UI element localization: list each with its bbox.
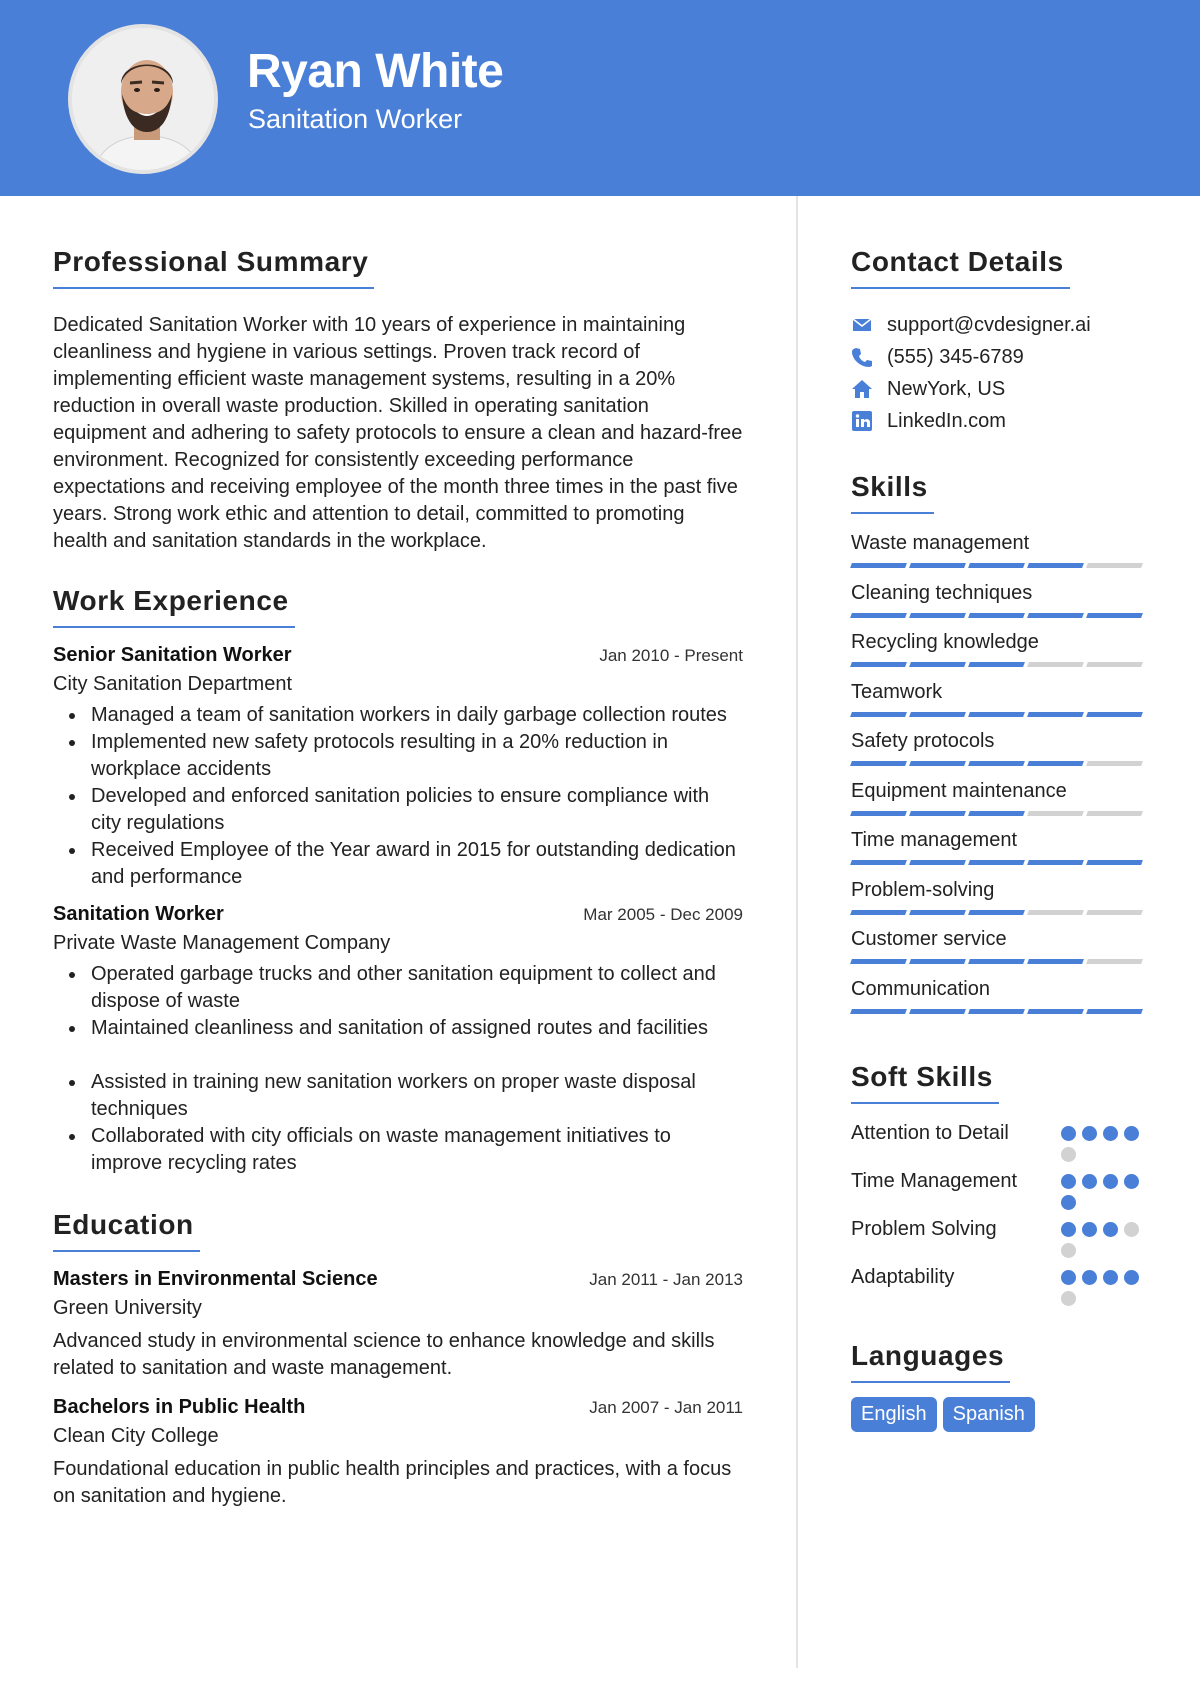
contact-section <box>851 246 1151 437</box>
rating-dot <box>1103 1174 1118 1189</box>
skill-level-segment <box>1086 613 1143 618</box>
skill-level-segment <box>850 613 907 618</box>
skill-item <box>851 827 1151 877</box>
skill-level-segment <box>909 662 966 667</box>
column-divider <box>796 196 798 1668</box>
rating-dot <box>1082 1222 1097 1237</box>
rating-dot <box>1061 1126 1076 1141</box>
avatar <box>68 24 218 174</box>
skill-level-segment <box>909 613 966 618</box>
bullet-item: Developed and enforced sanitation policies to ensure compliance with city regulations <box>53 783 743 837</box>
experience-section <box>53 585 743 1177</box>
skill-level-segment <box>850 959 907 964</box>
candidate-role: Sanitation Worker <box>248 104 463 134</box>
skill-name: Customer service <box>851 928 1007 950</box>
skill-name: Communication <box>851 977 990 1000</box>
soft-skills-list <box>851 1120 1151 1306</box>
soft-skills-section <box>851 1061 1151 1306</box>
skill-level-segment <box>968 761 1025 766</box>
rating-dot <box>1061 1222 1076 1237</box>
education-list <box>53 1268 743 1510</box>
section-title: Professional Summary <box>53 246 374 289</box>
rating-dot <box>1061 1195 1076 1210</box>
soft-skill-name: Attention to Detail <box>851 1122 1009 1144</box>
school-name: Clean City College <box>53 1425 219 1447</box>
section-title: Skills <box>851 471 934 514</box>
skills-section <box>851 471 1151 1025</box>
skill-item <box>851 926 1151 976</box>
skill-level-segment <box>1086 1009 1143 1014</box>
summary-section <box>53 246 743 555</box>
skill-level-bar <box>851 613 1151 618</box>
soft-skill-rating <box>1061 1168 1151 1210</box>
language-tag: English <box>851 1397 937 1432</box>
skill-level-segment <box>850 1009 907 1014</box>
soft-skill-name: Adaptability <box>851 1266 955 1288</box>
job-bullets <box>53 961 743 1177</box>
contact-item <box>851 373 1151 405</box>
contact-text: (555) 345-6789 <box>887 345 1024 368</box>
rating-dot <box>1124 1174 1139 1189</box>
job-entry <box>53 644 743 891</box>
skill-item <box>851 679 1151 729</box>
skill-level-segment <box>1086 910 1143 915</box>
language-tag: Spanish <box>943 1397 1035 1432</box>
job-dates: Jan 2010 - Present <box>599 646 743 665</box>
skill-level-segment <box>850 910 907 915</box>
skill-level-segment <box>1027 712 1084 717</box>
skill-level-bar <box>851 1009 1151 1014</box>
skill-item <box>851 580 1151 630</box>
job-title: Sanitation Worker <box>53 903 224 925</box>
skill-level-segment <box>850 712 907 717</box>
rating-dot <box>1061 1174 1076 1189</box>
skill-level-bar <box>851 860 1151 865</box>
skill-level-segment <box>1086 712 1143 717</box>
sidebar-column <box>851 246 1151 1464</box>
rating-dot <box>1061 1270 1076 1285</box>
skill-level-segment <box>968 712 1025 717</box>
bullet-item: Collaborated with city officials on waste management initiatives to improve recycling rates <box>53 1123 743 1177</box>
rating-dot <box>1082 1270 1097 1285</box>
skill-name: Waste management <box>851 532 1030 554</box>
skill-item <box>851 877 1151 927</box>
job-organization: Private Waste Management Company <box>53 932 391 954</box>
skill-level-segment <box>1027 959 1084 964</box>
skill-level-bar <box>851 811 1151 816</box>
job-bullets <box>53 702 743 891</box>
skill-item <box>851 778 1151 828</box>
skill-name: Recycling knowledge <box>851 631 1039 653</box>
skill-level-segment <box>909 959 966 964</box>
skill-level-bar <box>851 563 1151 568</box>
education-dates: Jan 2007 - Jan 2011 <box>589 1398 743 1417</box>
job-entry <box>53 903 743 1177</box>
skill-item <box>851 728 1151 778</box>
envelope-icon <box>851 314 873 336</box>
skill-level-segment <box>1027 910 1084 915</box>
skill-level-segment <box>1086 811 1143 816</box>
education-entry <box>53 1268 743 1382</box>
rating-dot <box>1061 1243 1076 1258</box>
header-banner <box>0 0 1200 196</box>
job-header <box>53 903 743 926</box>
skill-name: Time management <box>851 829 1017 851</box>
rating-dot <box>1082 1126 1097 1141</box>
rating-dot <box>1103 1126 1118 1141</box>
portrait-photo <box>72 28 218 174</box>
bullet-item: Received Employee of the Year award in 2015 for outstanding dedication and performance <box>53 837 743 891</box>
linkedin-icon <box>851 410 873 432</box>
skill-level-segment <box>1086 959 1143 964</box>
skill-level-bar <box>851 959 1151 964</box>
contact-item <box>851 309 1151 341</box>
rating-dot <box>1103 1270 1118 1285</box>
skill-name: Problem-solving <box>851 878 995 901</box>
skill-level-segment <box>850 811 907 816</box>
skill-name: Equipment maintenance <box>851 779 1067 802</box>
job-dates: Mar 2005 - Dec 2009 <box>583 905 743 924</box>
skill-item <box>851 530 1151 580</box>
school-name: Green University <box>53 1297 202 1319</box>
skill-level-segment <box>909 1009 966 1014</box>
education-description: Advanced study in environmental science to enhance knowledge and skills related to sanitation and waste management. <box>53 1330 715 1379</box>
rating-dot <box>1124 1126 1139 1141</box>
candidate-name: Ryan White <box>247 45 504 98</box>
degree-title: Masters in Environmental Science <box>53 1268 378 1290</box>
skill-level-segment <box>968 613 1025 618</box>
rating-dot <box>1082 1174 1097 1189</box>
job-list <box>53 644 743 1177</box>
bullet-item: Operated garbage trucks and other sanitation equipment to collect and dispose of waste <box>53 961 743 1015</box>
home-icon <box>851 378 873 400</box>
skill-level-segment <box>850 860 907 865</box>
skill-level-segment <box>968 959 1025 964</box>
summary-text: Dedicated Sanitation Worker with 10 years of experience in maintaining cleanliness and hygiene in various settings. Proven track record of implementing efficient waste management systems, resulting in a 20% reduction in overall waste production. Skilled in operating sanitation equipment and adhering to safety protocols to ensure a clean and hazard-free environment. Recognized for consistently exceeding performance expectations and receiving employee of the month three times in the past five years. Strong work ethic and attention to detail, committed to promoting health and sanitation standards in the workplace. <box>53 314 743 552</box>
contact-text: NewYork, US <box>887 377 1006 400</box>
skill-level-segment <box>1027 662 1084 667</box>
skill-level-segment <box>1027 613 1084 618</box>
skill-level-segment <box>909 563 966 568</box>
rating-dot <box>1061 1147 1076 1162</box>
soft-skill-item <box>851 1216 1151 1258</box>
rating-dot <box>1124 1222 1139 1237</box>
skill-level-segment <box>1027 1009 1084 1014</box>
rating-dot <box>1061 1291 1076 1306</box>
contact-text: LinkedIn.com <box>887 409 1006 432</box>
bullet-item <box>53 1042 743 1069</box>
soft-skill-item <box>851 1168 1151 1210</box>
skill-level-segment <box>968 1009 1025 1014</box>
skill-name: Cleaning techniques <box>851 581 1033 604</box>
rating-dot <box>1124 1270 1139 1285</box>
skill-name: Teamwork <box>851 680 943 703</box>
skill-level-segment <box>850 662 907 667</box>
job-header <box>53 644 743 667</box>
skill-level-segment <box>850 761 907 766</box>
skill-level-segment <box>1027 761 1084 766</box>
education-header <box>53 1268 743 1291</box>
soft-skill-rating <box>1061 1120 1151 1162</box>
skill-level-bar <box>851 761 1151 766</box>
skill-level-segment <box>1086 662 1143 667</box>
contact-item <box>851 341 1151 373</box>
contact-item <box>851 405 1151 437</box>
skill-level-segment <box>850 563 907 568</box>
bullet-item: Maintained cleanliness and sanitation of assigned routes and facilities <box>53 1015 743 1042</box>
languages-section <box>851 1340 1151 1432</box>
job-title: Senior Sanitation Worker <box>53 644 292 666</box>
soft-skill-rating <box>1061 1264 1151 1306</box>
skill-level-segment <box>909 811 966 816</box>
skill-level-segment <box>968 860 1025 865</box>
education-description: Foundational education in public health principles and practices, with a focus on sanitation and hygiene. <box>53 1458 732 1507</box>
language-list <box>851 1397 1151 1432</box>
section-title: Languages <box>851 1340 1010 1383</box>
skill-level-bar <box>851 662 1151 667</box>
section-title: Education <box>53 1209 200 1252</box>
contact-list <box>851 309 1151 437</box>
skill-level-segment <box>968 563 1025 568</box>
skill-name: Safety protocols <box>851 730 995 752</box>
soft-skill-item <box>851 1264 1151 1306</box>
skill-level-segment <box>909 761 966 766</box>
soft-skill-name: Problem Solving <box>851 1218 997 1240</box>
skill-level-segment <box>909 910 966 915</box>
skill-item <box>851 976 1151 1026</box>
education-entry <box>53 1396 743 1510</box>
education-dates: Jan 2011 - Jan 2013 <box>589 1270 743 1289</box>
section-title: Contact Details <box>851 246 1070 289</box>
education-header <box>53 1396 743 1419</box>
rating-dot <box>1103 1222 1118 1237</box>
main-column <box>53 246 743 1542</box>
soft-skill-rating <box>1061 1216 1151 1258</box>
skill-level-segment <box>1027 860 1084 865</box>
skills-list <box>851 530 1151 1025</box>
section-title: Work Experience <box>53 585 295 628</box>
skill-level-segment <box>968 910 1025 915</box>
skill-level-segment <box>909 860 966 865</box>
skill-level-segment <box>1086 563 1143 568</box>
bullet-item: Assisted in training new sanitation workers on proper waste disposal techniques <box>53 1069 743 1123</box>
soft-skill-name: Time Management <box>851 1170 1017 1192</box>
skill-level-bar <box>851 910 1151 915</box>
contact-text: support@cvdesigner.ai <box>887 313 1091 336</box>
soft-skill-item <box>851 1120 1151 1162</box>
skill-level-segment <box>968 811 1025 816</box>
skill-level-segment <box>1027 811 1084 816</box>
skill-level-segment <box>1086 761 1143 766</box>
bullet-item: Managed a team of sanitation workers in daily garbage collection routes <box>53 702 743 729</box>
skill-level-bar <box>851 712 1151 717</box>
skill-item <box>851 629 1151 679</box>
skill-level-segment <box>1027 563 1084 568</box>
phone-icon <box>851 346 873 368</box>
section-title: Soft Skills <box>851 1061 999 1104</box>
bullet-item: Implemented new safety protocols resulting in a 20% reduction in workplace accidents <box>53 729 743 783</box>
skill-level-segment <box>968 662 1025 667</box>
skill-level-segment <box>909 712 966 717</box>
education-section <box>53 1209 743 1510</box>
skill-level-segment <box>1086 860 1143 865</box>
job-organization: City Sanitation Department <box>53 673 293 695</box>
degree-title: Bachelors in Public Health <box>53 1396 306 1418</box>
